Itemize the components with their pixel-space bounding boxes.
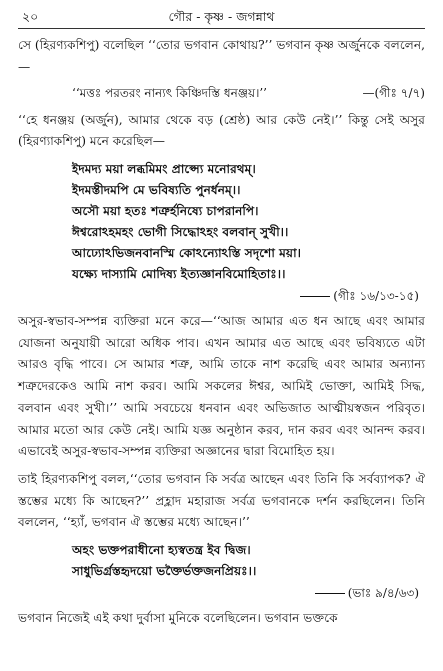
paragraph-3: অসুর-স্বভাব-সম্পন্ন ব্যক্তিরা মনে করে—‘‘আজ আমার এত ধন আছে এবং আমার যোজনা অনুযায়ী আরো অধিক পাব। এখন আমার এত আছে এবং ভবিষ্যতে এটা আরও বৃদ্ধি পাবে। সে আমার শত্রু, আমি তাকে নাশ করেছি এবং আমার অন্যান্য শত্রুদেরকেও আমি নাশ করব। আমি সকলের ঈশ্বর, আমিই ভোক্তা, আমিই সিদ্ধ, বলবান এবং সুখী।’’ আমি সবচেয়ে ধনবান এবং অভিজাত আত্মীয়স্বজন পরিবৃত। আমার মতো আর কেউ নেই। আমি যজ্ঞ অনুষ্ঠান করব, দান করব এবং আনন্দ করব। এভাবেই অসুর-স্বভাব-সম্পন্ন ব্যক্তিরা অজ্ঞানের দ্বারা বিমোহিত হয়।	[18, 313, 425, 459]
paragraph-5: ভগবান নিজেই এই কথা দুর্বাসা মুনিকে বলেছিলেন। ভগবান ভক্তকে	[18, 611, 338, 626]
verse-line: অসৌ ময়া হতঃ শত্রুর্হনিষ্যে চাপরানপি।	[72, 204, 259, 219]
sanskrit-verse-1	[18, 159, 425, 285]
verse-line: যক্ষ্যে দাস্যামি মোদিষ্য ইত্যজ্ঞানবিমোহিতাঃ।।	[72, 266, 286, 281]
running-title: গৌর - কৃষ্ণ - জগন্নাথ	[168, 9, 275, 24]
gita-quote-source: —(গীঃ ৭/৭)	[362, 86, 425, 101]
page-header	[18, 6, 425, 29]
paragraph-1: সে (হিরণ্যকশিপু) বলেছিল ‘‘তোর ভগবান কোথায়?’’ ভগবান কৃষ্ণ অর্জুনকে বললেন,—	[18, 38, 425, 74]
page-number: ২০	[22, 9, 39, 24]
reference-dash	[300, 296, 330, 297]
verse-1-reference-text: (গীঃ ১৬/১৩-১৫)	[333, 288, 419, 303]
gita-quote	[18, 84, 425, 103]
paragraph-4: তাই হিরণ্যকশিপু বলল,‘‘তোর ভগবান কি সর্বত্র আছেন এবং তিনি কি সর্বব্যাপক? ঐ স্তম্ভের মধ্যে কি আছেন?’’ প্রহ্লাদ মহারাজ সর্বত্র ভগবানকে দর্শন করছিলেন। তিনি বললেন, ‘‘হ্যাঁ, ভগবান ঐ স্তম্ভের মধ্যে আছেন।’’	[18, 472, 425, 530]
reference-dash	[315, 593, 345, 594]
verse-line: ইদমস্তীদমপি মে ভবিষ্যতি পুনর্ধনম্।।	[72, 183, 241, 198]
gita-quote-text: ‘‘মত্তঃ পরতরং নান্যৎ কিঞ্চিদস্তি ধনঞ্জয়।’’	[72, 86, 267, 101]
verse-line: আঢ্যোঽভিজনবানস্মি কোঽন্যোঽস্তি সদৃশো ময়া।	[72, 246, 301, 260]
verse-1-reference	[18, 287, 425, 305]
page-content	[18, 35, 425, 630]
sanskrit-verse-2	[18, 540, 425, 582]
verse-line: ঈশ্বরোঽহমহং ভোগী সিদ্ধোঽহং বলবান্ সুখী।।	[72, 225, 289, 240]
verse-2-reference	[18, 584, 425, 602]
verse-line: সাধুভির্গ্রস্তহৃদয়ো ভক্তৈর্ভক্তজনপ্রিয়ঃ।।	[72, 564, 257, 579]
paragraph-2: ‘‘হে ধনঞ্জয় (অর্জুন), আমার থেকে বড় (শ্রেষ্ঠ) আর কেউ নেই।’’ কিন্তু সেই অসুর (হিরণ্যাকশিপু) মনে করেছিল—	[18, 112, 425, 149]
verse-line: অহং ভক্তপরাধীনো হ্যস্বতন্ত্র ইব দ্বিজ।	[72, 543, 251, 558]
verse-line: ইদমদ্য ময়া লব্ধমিমং প্রাপ্স্যে মনোরথম্।	[72, 162, 256, 177]
verse-2-reference-text: (ভাঃ ৯/৪/৬৩)	[347, 586, 419, 601]
